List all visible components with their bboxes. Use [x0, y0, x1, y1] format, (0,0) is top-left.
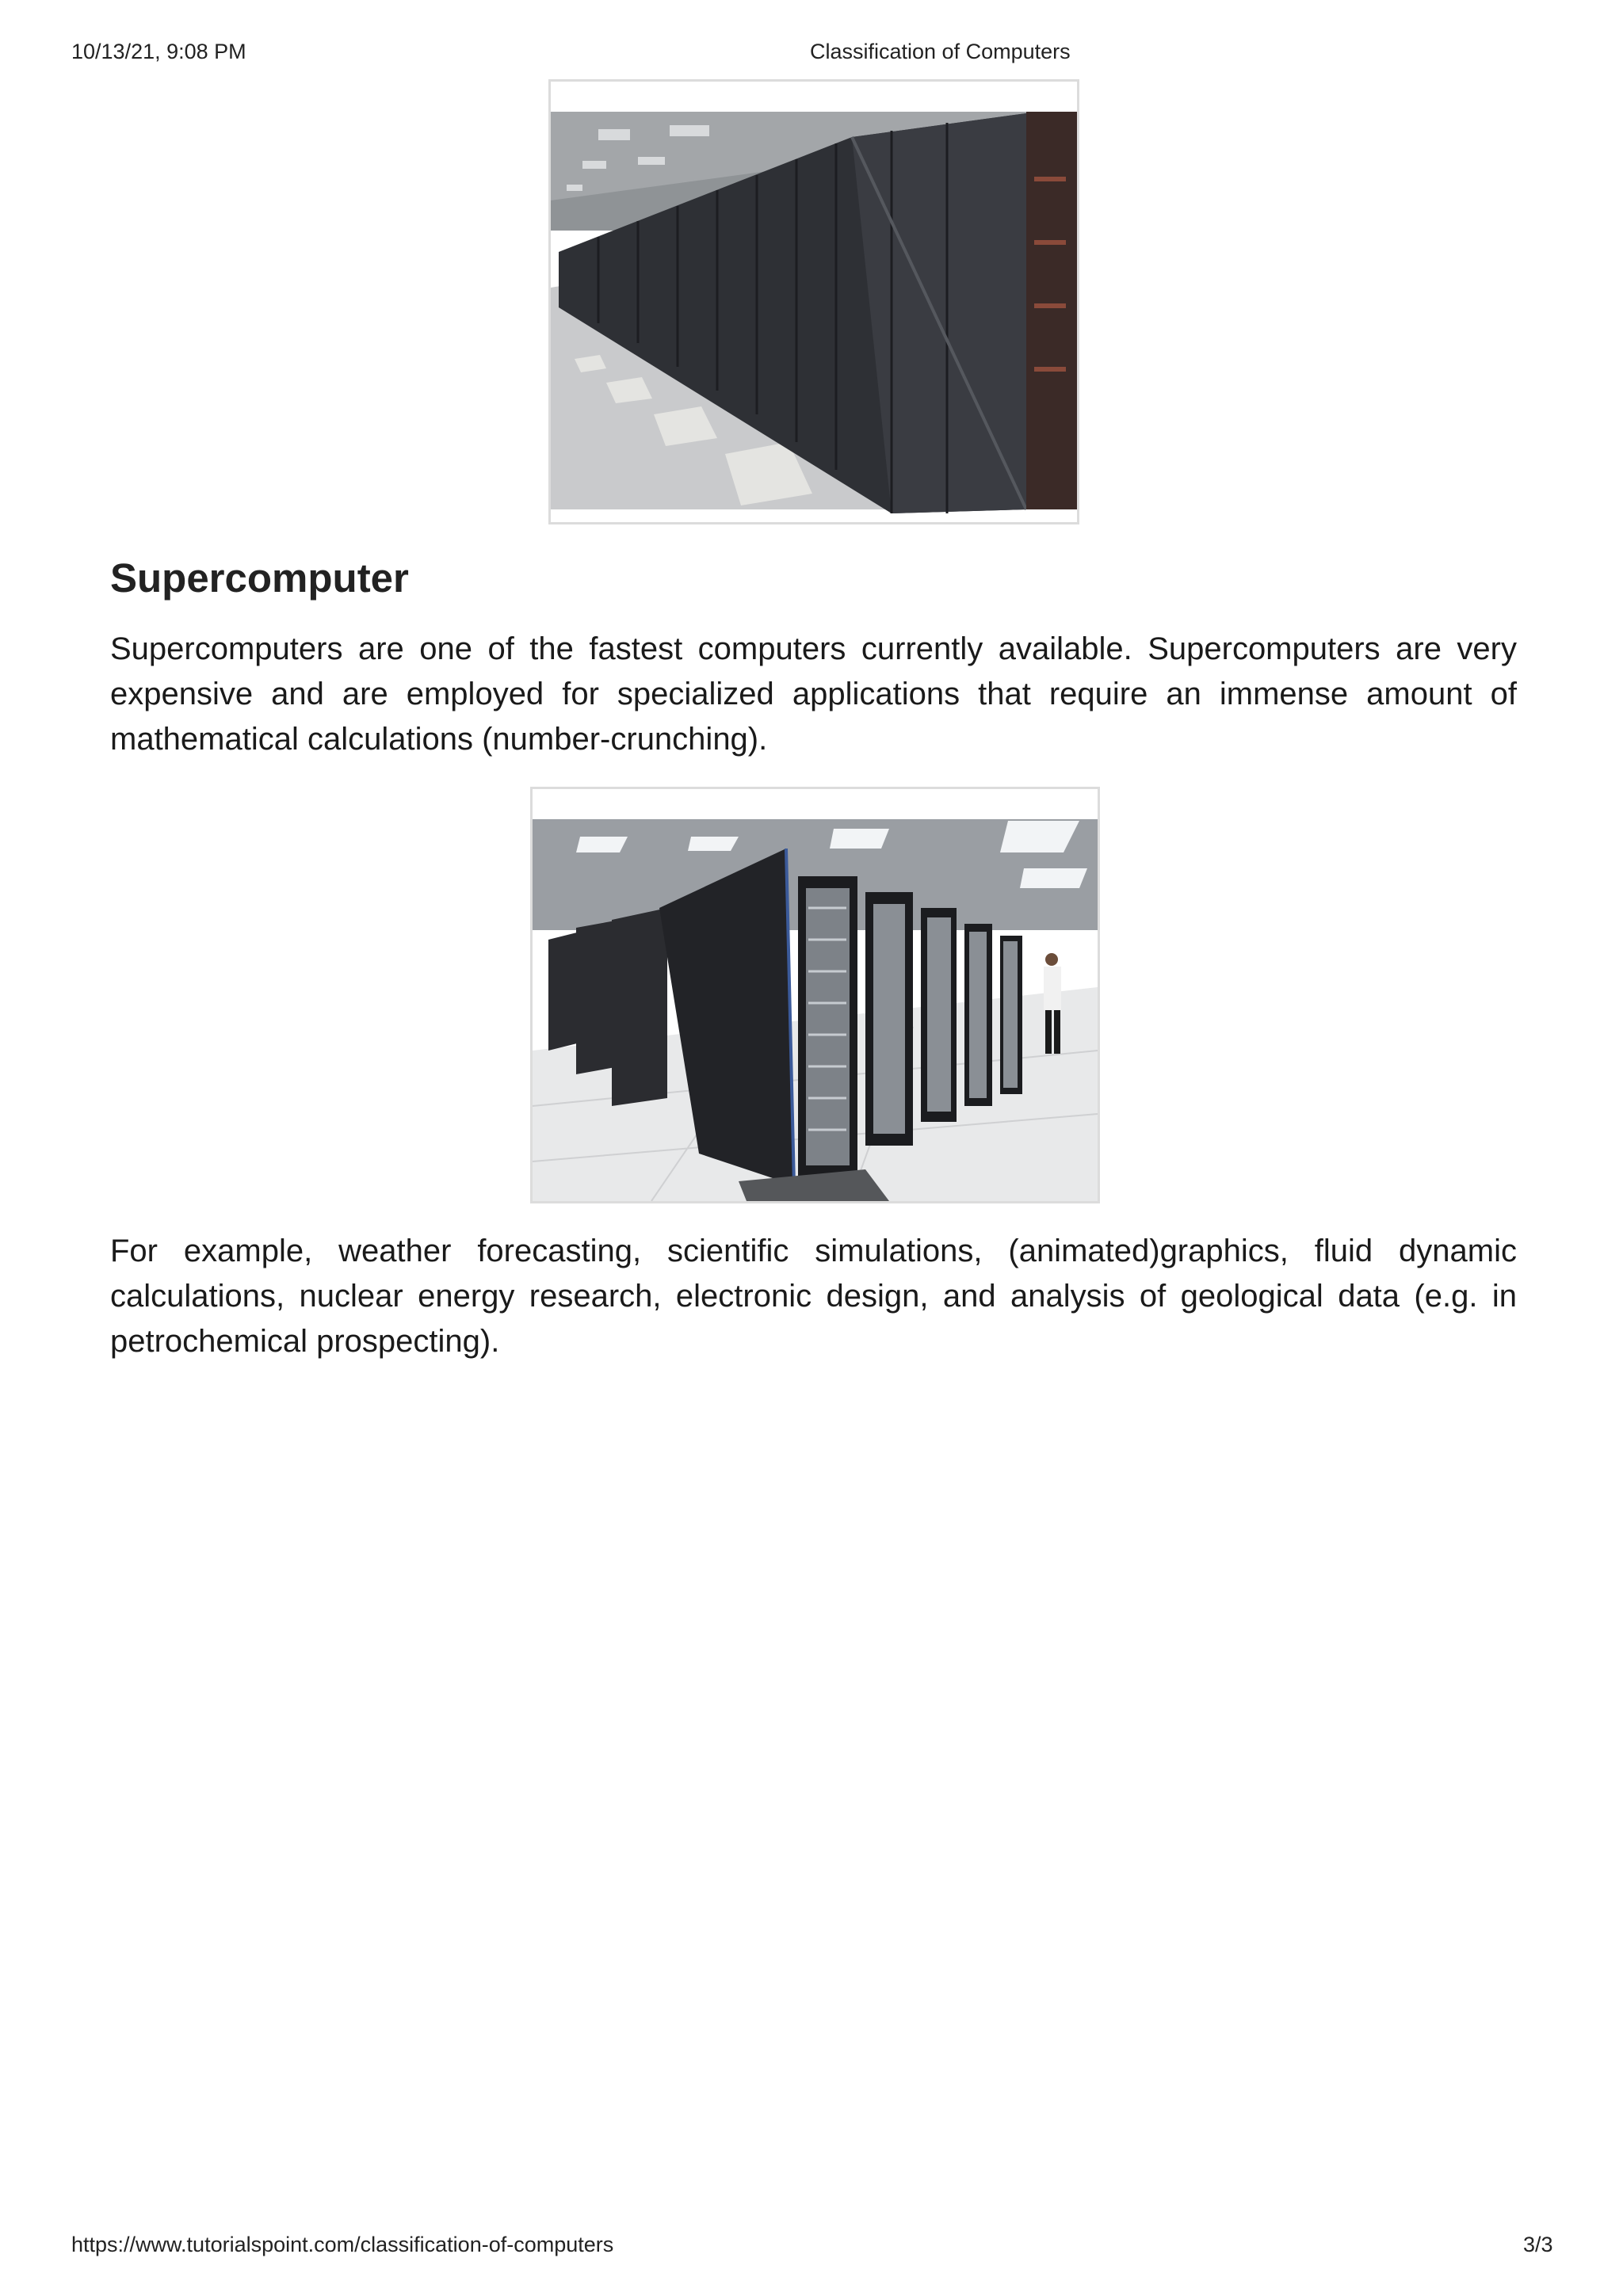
supercomputer-racks-illustration: [533, 789, 1098, 1201]
paragraph-description: Supercomputers are one of the fastest computers currently available. Supercomputers are very expensive and are employed for specialized applications that require an immense amount of mathematical calculations (number-crunching).: [110, 631, 1517, 757]
supercomputer-cabinet-row-illustration: [551, 82, 1077, 522]
print-footer-page-number: 3/3: [1523, 2233, 1553, 2256]
print-footer-url: https://www.tutorialspoint.com/classification-of-computers: [71, 2233, 614, 2256]
print-header-datetime: 10/13/21, 9:08 PM: [71, 40, 246, 63]
supercomputer-photo-2: [530, 787, 1100, 1203]
paragraph-examples: For example, weather forecasting, scientific simulations, (animated)graphics, fluid dynamic calculations, nuclear energy research, electronic design, and analysis of geological data (e.g. in petrochemical prospecting).: [110, 1234, 1517, 1359]
section-heading: Supercomputer: [110, 555, 409, 601]
supercomputer-photo-1: [548, 79, 1079, 524]
print-header-title: Classification of Computers: [810, 40, 1071, 63]
